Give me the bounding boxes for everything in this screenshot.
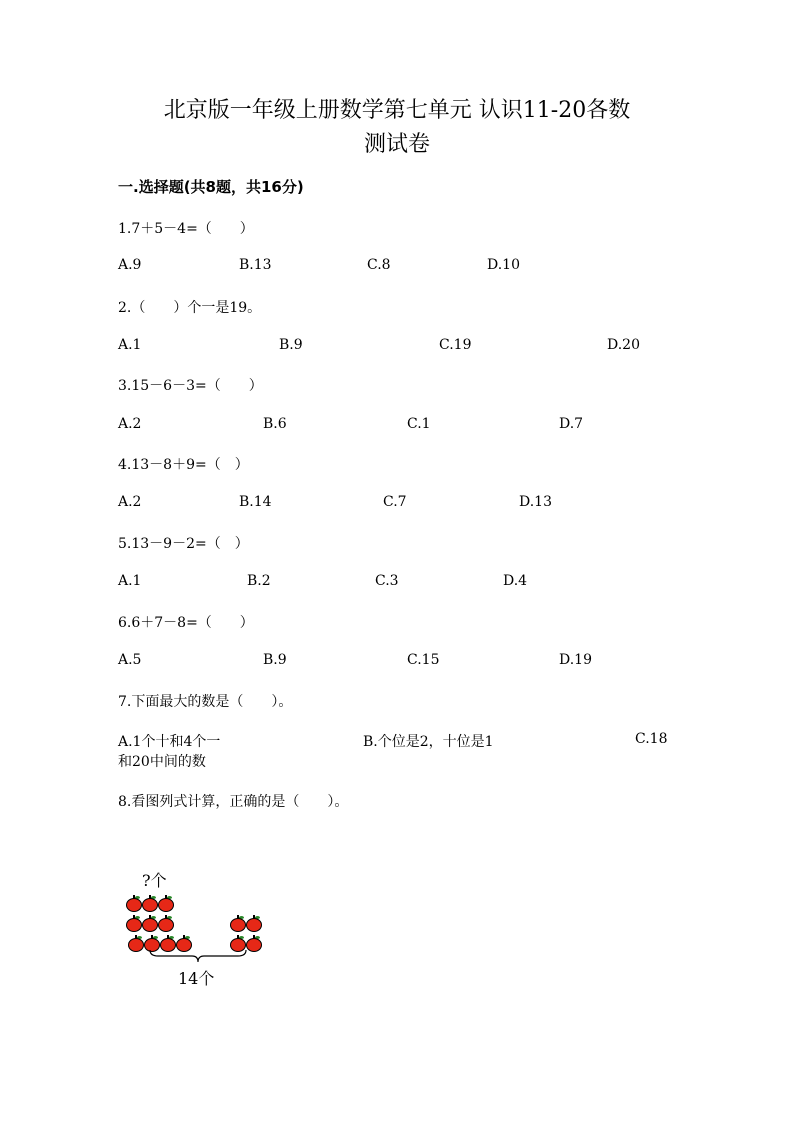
q7-option-c-continued: 和20中间的数: [118, 754, 206, 770]
q5-option-a[interactable]: A.1: [118, 573, 142, 589]
q2-option-d[interactable]: D.20: [607, 337, 640, 353]
q1-option-d[interactable]: D.10: [487, 257, 520, 273]
q4-option-a[interactable]: A.2: [118, 494, 142, 510]
apple-icon: [230, 916, 246, 932]
apple-icon: [246, 936, 262, 952]
total-count-label: 14个: [178, 969, 215, 988]
q3-option-b[interactable]: B.6: [263, 416, 287, 432]
apple-icon: [158, 916, 174, 932]
q7-option-c[interactable]: C.18: [635, 731, 668, 747]
apple-icon: [126, 896, 142, 912]
q2-option-a[interactable]: A.1: [118, 337, 142, 353]
q6-option-a[interactable]: A.5: [118, 652, 142, 668]
q7-option-a[interactable]: A.1个十和4个一: [118, 734, 221, 750]
question-3: 3.15－6－3=（ ）: [118, 378, 263, 394]
apple-icon: [158, 896, 174, 912]
q2-option-c[interactable]: C.19: [439, 337, 472, 353]
section-heading: 一.选择题(共8题，共16分): [118, 178, 304, 196]
q1-option-b[interactable]: B.13: [239, 257, 272, 273]
q7-option-b[interactable]: B.个位是2，十位是1: [363, 734, 494, 750]
question-7: 7.下面最大的数是（ ）。: [118, 694, 293, 710]
apple-icon: [142, 916, 158, 932]
apple-icon: [128, 936, 144, 952]
question-8: 8.看图列式计算，正确的是（ ）。: [118, 794, 349, 810]
q5-option-c[interactable]: C.3: [375, 573, 399, 589]
q4-option-c[interactable]: C.7: [383, 494, 407, 510]
total-brace: [148, 948, 248, 968]
q6-option-b[interactable]: B.9: [263, 652, 287, 668]
q3-option-c[interactable]: C.1: [407, 416, 431, 432]
unknown-count-label: ?个: [142, 871, 167, 890]
question-4: 4.13－8＋9=（ ）: [118, 457, 249, 473]
q5-option-d[interactable]: D.4: [503, 573, 528, 589]
q3-option-d[interactable]: D.7: [559, 416, 584, 432]
page-title-continued: 测试卷: [363, 132, 430, 157]
q3-option-a[interactable]: A.2: [118, 416, 142, 432]
q4-option-d[interactable]: D.13: [519, 494, 552, 510]
apple-icon: [246, 916, 262, 932]
question-2: 2.（ ）个一是19。: [118, 300, 262, 316]
question-5: 5.13－9－2=（ ）: [118, 536, 249, 552]
apple-icon: [142, 896, 158, 912]
q6-option-d[interactable]: D.19: [559, 652, 592, 668]
q6-option-c[interactable]: C.15: [407, 652, 440, 668]
q5-option-b[interactable]: B.2: [247, 573, 271, 589]
q1-option-c[interactable]: C.8: [367, 257, 391, 273]
q4-option-b[interactable]: B.14: [239, 494, 272, 510]
apple-icon: [126, 916, 142, 932]
page-title: 北京版一年级上册数学第七单元 认识11-20各数: [163, 98, 631, 123]
question-6: 6.6＋7－8=（ ）: [118, 615, 254, 631]
q1-option-a[interactable]: A.9: [118, 257, 142, 273]
question-1: 1.7＋5－4=（ ）: [118, 221, 254, 237]
apple-figure: [118, 860, 318, 1000]
q2-option-b[interactable]: B.9: [279, 337, 303, 353]
